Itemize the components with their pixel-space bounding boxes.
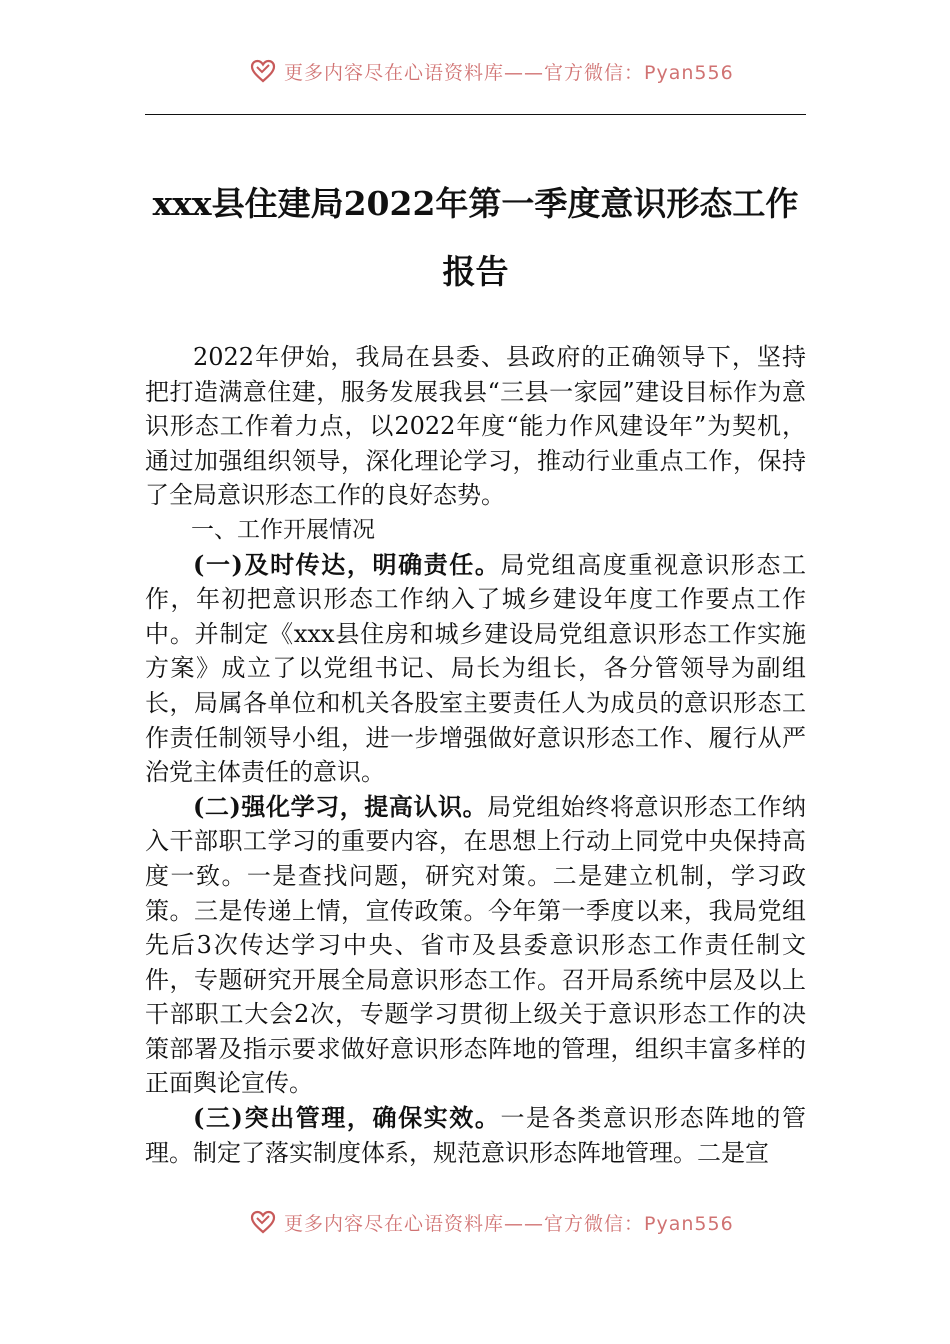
item-paragraph — [145, 790, 806, 1101]
item-text: 一是各类意识形态阵地的管理。制定了落实制度体系，规范意识形态阵地管理。二是宣 — [145, 1104, 806, 1167]
item-text: 局党组始终将意识形态工作纳入干部职工学习的重要内容，在思想上行动上同党中央保持高度一致。一是查找问题，研究对策。二是建立机制，学习政策。三是传递上情，宣传政策。今年第一季度以来，我局党组先后3次传达学习中央、省市及县委意识形态工作责任制文件，专题研究开展全局意识形态工作。召开局系统中层及以上干部职工大会2次，专题学习贯彻上级关于意识形态工作的决策部署及指示要求做好意识形态阵地的管理，组织丰富多样的正面舆论宣传。 — [145, 792, 806, 1098]
item-lead: (二)强化学习，提高认识。 — [193, 791, 488, 821]
heart-logo-icon — [250, 58, 276, 84]
section-heading: 一、工作开展情况 — [191, 516, 375, 543]
item-text: 局党组高度重视意识形态工作，年初把意识形态工作纳入了城乡建设年度工作要点工作中。并制定《xxx县住房和城乡建设局党组意识形态工作实施方案》成立了以党组书记、局长为组长，各分管领导为副组长，局属各单位和机关各股室主要责任人为成员的意识形态工作责任制领导小组，进一步增强做好意识形态工作、履行从严治党主体责任的意识。 — [145, 550, 806, 787]
heart-logo-icon — [250, 1209, 276, 1235]
item-paragraph — [145, 548, 806, 790]
document-body — [145, 340, 806, 1170]
watermark-text: 更多内容尽在心语资料库——官方微信：Pyan556 — [284, 1212, 734, 1235]
item-lead: (一)及时传达，明确责任。 — [193, 549, 501, 579]
watermark-bottom — [250, 1207, 770, 1237]
watermark-text: 更多内容尽在心语资料库——官方微信：Pyan556 — [284, 61, 734, 84]
intro-paragraph: 2022年伊始，我局在县委、县政府的正确领导下，坚持把打造满意住建，服务发展我县“三县一家园”建设目标作为意识形态工作着力点，以2022年度“能力作风建设年”为契机，通过加强组织领导，深化理论学习，推动行业重点工作，保持了全局意识形态工作的良好态势。 — [145, 343, 806, 510]
document-title: xxx县住建局2022年第一季度意识形态工作报告 — [152, 184, 799, 291]
watermark-top — [250, 56, 770, 86]
header-rule — [145, 114, 806, 115]
item-paragraph — [145, 1101, 806, 1170]
item-lead: (三)突出管理，确保实效。 — [193, 1103, 501, 1133]
